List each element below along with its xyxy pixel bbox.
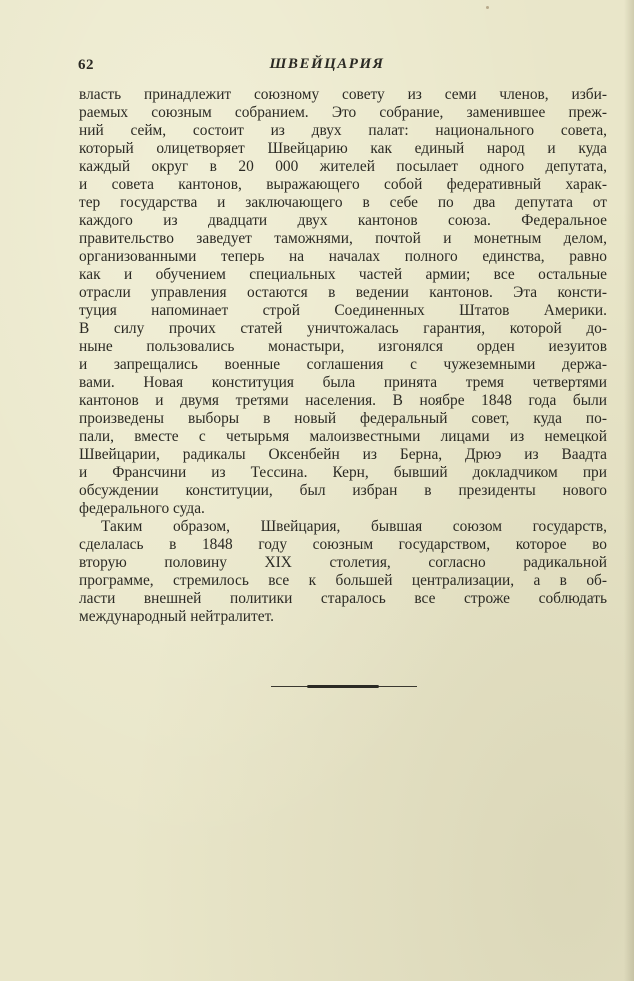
text-line: как и обучением специальных частей армии; все остальные [79,266,607,283]
text-line: каждый округ в 20 000 жителей посылает одного депутата, [79,158,607,175]
text-line: правительство заведует таможнями, почтой и монетным делом, [79,230,607,247]
text-line: вторую половину XIX столетия, согласно радикальной [79,554,607,571]
text-line: каждого из двадцати двух кантонов союза. Федеральное [79,212,607,229]
text-line: Швейцарии, радикалы Оксенбейн из Берна, Дрюэ из Ваадта [79,446,607,463]
text-line: организованными теперь на началах полного единства, равно [79,248,607,265]
text-line: ласти внешней политики старалось все строже соблюдать [79,590,607,607]
text-line: который олицетворяет Швейцарию как единый народ и куда [79,140,607,157]
text-line: программе, стремилось все к большей централизации, а в об- [79,572,607,589]
text-line: раемых союзным собранием. Это собрание, заменившее преж- [79,104,607,121]
text-line: произведены выборы в новый федеральный совет, куда по- [79,410,607,427]
text-line: В силу прочих статей уничтожалась гарантия, которой до- [79,320,607,337]
text-line: и совета кантонов, выражающего собой федеративный харак- [79,176,607,193]
page-edge-shade [624,0,634,981]
text-line: власть принадлежит союзному совету из семи членов, изби- [79,86,607,103]
text-line: кантонов и двумя третями населения. В ноябре 1848 года были [79,392,607,409]
paper-blemish [486,6,489,9]
text-line: ний сейм, состоит из двух палат: национального совета, [79,122,607,139]
text-line: туция напоминает строй Соединенных Штатов Америки. [79,302,607,319]
section-end-rule [271,684,417,690]
text-line: тер государства и заключающего в себе по два депутата от [79,194,607,211]
rule-thick-center [307,685,379,688]
text-line: вами. Новая конституция была принята тремя четвертями [79,374,607,391]
body-text [79,86,607,626]
text-line: и запрещались военные соглашения с чужеземными держа- [79,356,607,373]
paragraph-end-line: федерального суда. [79,500,205,517]
running-title: ШВЕЙЦАРИЯ [269,56,385,72]
page-number: 62 [78,57,94,73]
text-line: обсуждении конституции, был избран в президенты нового [79,482,607,499]
text-line: отрасли управления остаются в ведении кантонов. Эта консти- [79,284,607,301]
text-line: пали, вместе с четырьмя малоизвестными лицами из немецкой [79,428,607,445]
text-line: сделалась в 1848 году союзным государством, которое во [79,536,607,553]
paragraph-end-line: международный нейтралитет. [79,608,275,625]
text-line: и Франсчини из Тессина. Керн, бывший докладчиком при [79,464,607,481]
text-line: ныне пользовались монастыри, изгонялся орден иезуитов [79,338,607,355]
paragraph-start-line: Таким образом, Швейцария, бывшая союзом государств, [101,518,607,535]
